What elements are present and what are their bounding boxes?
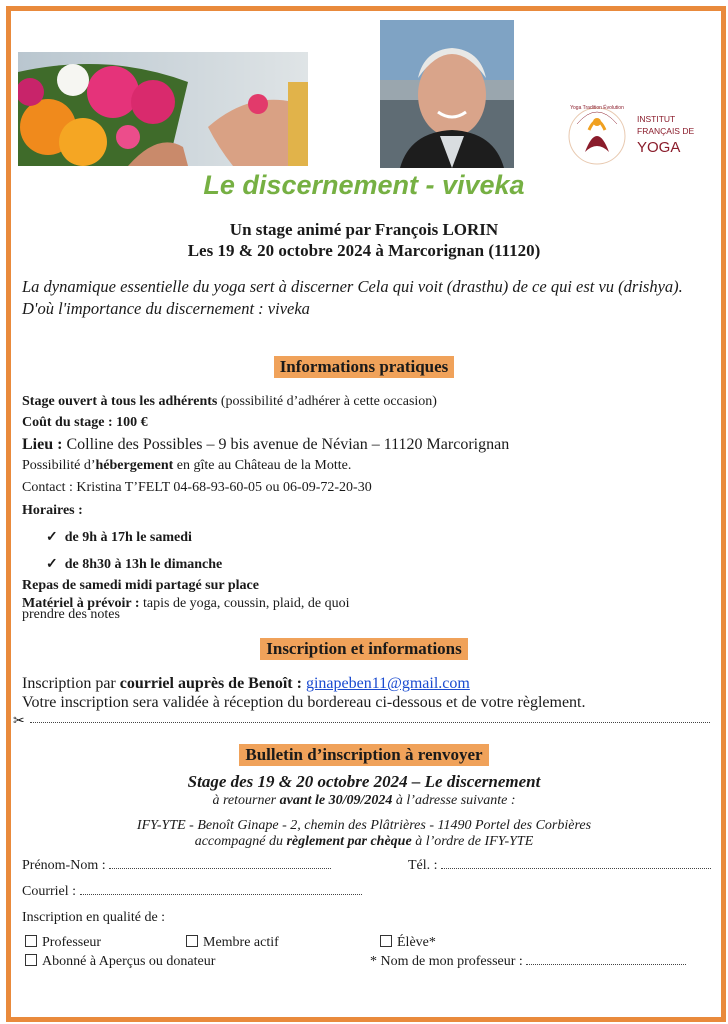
checkbox-membre-actif[interactable]	[186, 935, 198, 947]
bulletin-stage: Stage des 19 & 20 octobre 2024 – Le discernement	[187, 772, 541, 791]
page-title: Le discernement - viveka	[203, 170, 525, 200]
option-abonne[interactable]	[25, 954, 215, 970]
hours-label: Horaires :	[22, 503, 83, 518]
payment-a: accompagné du	[194, 834, 287, 849]
option-membre-actif-label: Membre actif	[203, 935, 279, 950]
bulletin-address: IFY-YTE - Benoît Ginape - 2, chemin des Plâtrières - 11490 Portel des Corbières	[136, 818, 592, 833]
scissors-icon: ✂	[13, 714, 25, 729]
bulletin-heading: Bulletin d’inscription à renvoyer	[239, 744, 488, 766]
hours-saturday	[46, 529, 192, 546]
contact-line: Contact : Kristina T’FELT 04-68-93-60-05 ou 06-09-72-20-30	[22, 480, 372, 495]
logo-line1: INSTITUT	[637, 114, 676, 124]
return-bold: avant le 30/09/2024	[279, 793, 393, 808]
subtitle-animator: Un stage animé par François LORIN	[229, 220, 499, 239]
option-membre-actif[interactable]	[186, 935, 279, 951]
bulletin-heading-wrap	[0, 744, 728, 766]
flower-offering-photo	[18, 52, 308, 166]
place-rest: Colline des Possibles – 9 bis avenue de Névian – 11120 Marcorignan	[62, 436, 510, 453]
option-professeur[interactable]	[25, 935, 101, 951]
inscription-bold: courriel auprès de Benoît :	[119, 675, 306, 692]
inscription-heading: Inscription et informations	[260, 638, 468, 660]
option-abonne-label: Abonné à Aperçus ou donateur	[42, 954, 216, 969]
open-bold: Stage ouvert à tous les adhérents	[22, 394, 218, 409]
lodging-line	[22, 458, 351, 474]
place-bold: Lieu :	[22, 436, 63, 453]
lodging-a: Possibilité d’	[22, 458, 96, 473]
hours-sunday-text: de 8h30 à 13h le dimanche	[64, 557, 223, 572]
payment-bold: règlement par chèque	[286, 834, 412, 849]
return-b: à l’adresse suivante :	[392, 793, 516, 808]
option-professeur-label: Professeur	[42, 935, 102, 950]
email-field[interactable]	[22, 884, 362, 900]
infos-heading: Informations pratiques	[274, 356, 455, 378]
bulletin-return	[0, 793, 728, 809]
bulletin-payment	[0, 834, 728, 850]
checkbox-professeur[interactable]	[25, 935, 37, 947]
name-label: Prénom-Nom :	[22, 858, 106, 873]
cost-line: Coût du stage : 100 €	[22, 415, 148, 430]
material-bold: Matériel à prévoir :	[22, 596, 140, 611]
lodging-b: en gîte au Château de la Motte.	[173, 458, 352, 473]
tel-input-line[interactable]	[441, 858, 711, 869]
portrait-photo	[380, 20, 514, 168]
infos-heading-wrap	[0, 356, 728, 378]
teacher-input-line[interactable]	[526, 954, 686, 965]
material-line2: prendre des notes	[22, 607, 120, 622]
name-input-line[interactable]	[109, 858, 331, 869]
open-line	[22, 394, 437, 410]
checkbox-abonne[interactable]	[25, 954, 37, 966]
ify-logo	[563, 100, 713, 170]
return-a: à retourner	[212, 793, 280, 808]
logo-line3: YOGA	[637, 139, 681, 156]
tel-field[interactable]	[408, 858, 711, 874]
payment-b: à l’ordre de IFY-YTE	[411, 834, 534, 849]
logo-arc-text: Yoga Tradition Évolution	[570, 105, 624, 111]
teacher-label: * Nom de mon professeur :	[370, 954, 523, 969]
checkbox-eleve[interactable]	[380, 935, 392, 947]
contact-email-link[interactable]: ginapeben11@gmail.com	[305, 675, 470, 692]
option-eleve[interactable]	[380, 935, 436, 951]
logo-line2: FRANÇAIS DE	[637, 126, 695, 136]
email-input-line[interactable]	[80, 884, 362, 895]
teacher-field[interactable]	[370, 954, 686, 970]
inscription-by: Inscription par	[22, 675, 120, 692]
tel-label: Tél. :	[408, 858, 438, 873]
hours-sunday	[46, 556, 222, 573]
email-label: Courriel :	[22, 884, 77, 899]
check-icon: ✓	[46, 557, 58, 572]
intro-text: La dynamique essentielle du yoga sert à discerner Cela qui voit (drasthu) de ce qui est vu (drishya). D'où l'importance du discernement : viveka	[22, 277, 683, 318]
inscription-line2: Votre inscription sera validée à réception du bordereau ci-dessous et de votre règlement.	[22, 694, 586, 711]
hours-saturday-text: de 9h à 17h le samedi	[64, 530, 192, 545]
quality-label: Inscription en qualité de :	[22, 910, 166, 925]
inscription-line1	[22, 675, 470, 693]
subtitle-dates: Les 19 & 20 octobre 2024 à Marcorignan (11120)	[187, 241, 541, 260]
meal-line: Repas de samedi midi partagé sur place	[22, 578, 259, 593]
check-icon: ✓	[46, 530, 58, 545]
inscription-heading-wrap	[0, 638, 728, 660]
open-rest: (possibilité d’adhérer à cette occasion)	[217, 394, 437, 409]
lodging-bold: hébergement	[95, 458, 174, 473]
name-field[interactable]	[22, 858, 331, 874]
option-eleve-label: Élève*	[397, 935, 436, 950]
cut-line	[30, 722, 710, 723]
material-rest1: tapis de yoga, coussin, plaid, de quoi	[139, 596, 350, 611]
place-line	[22, 436, 509, 454]
